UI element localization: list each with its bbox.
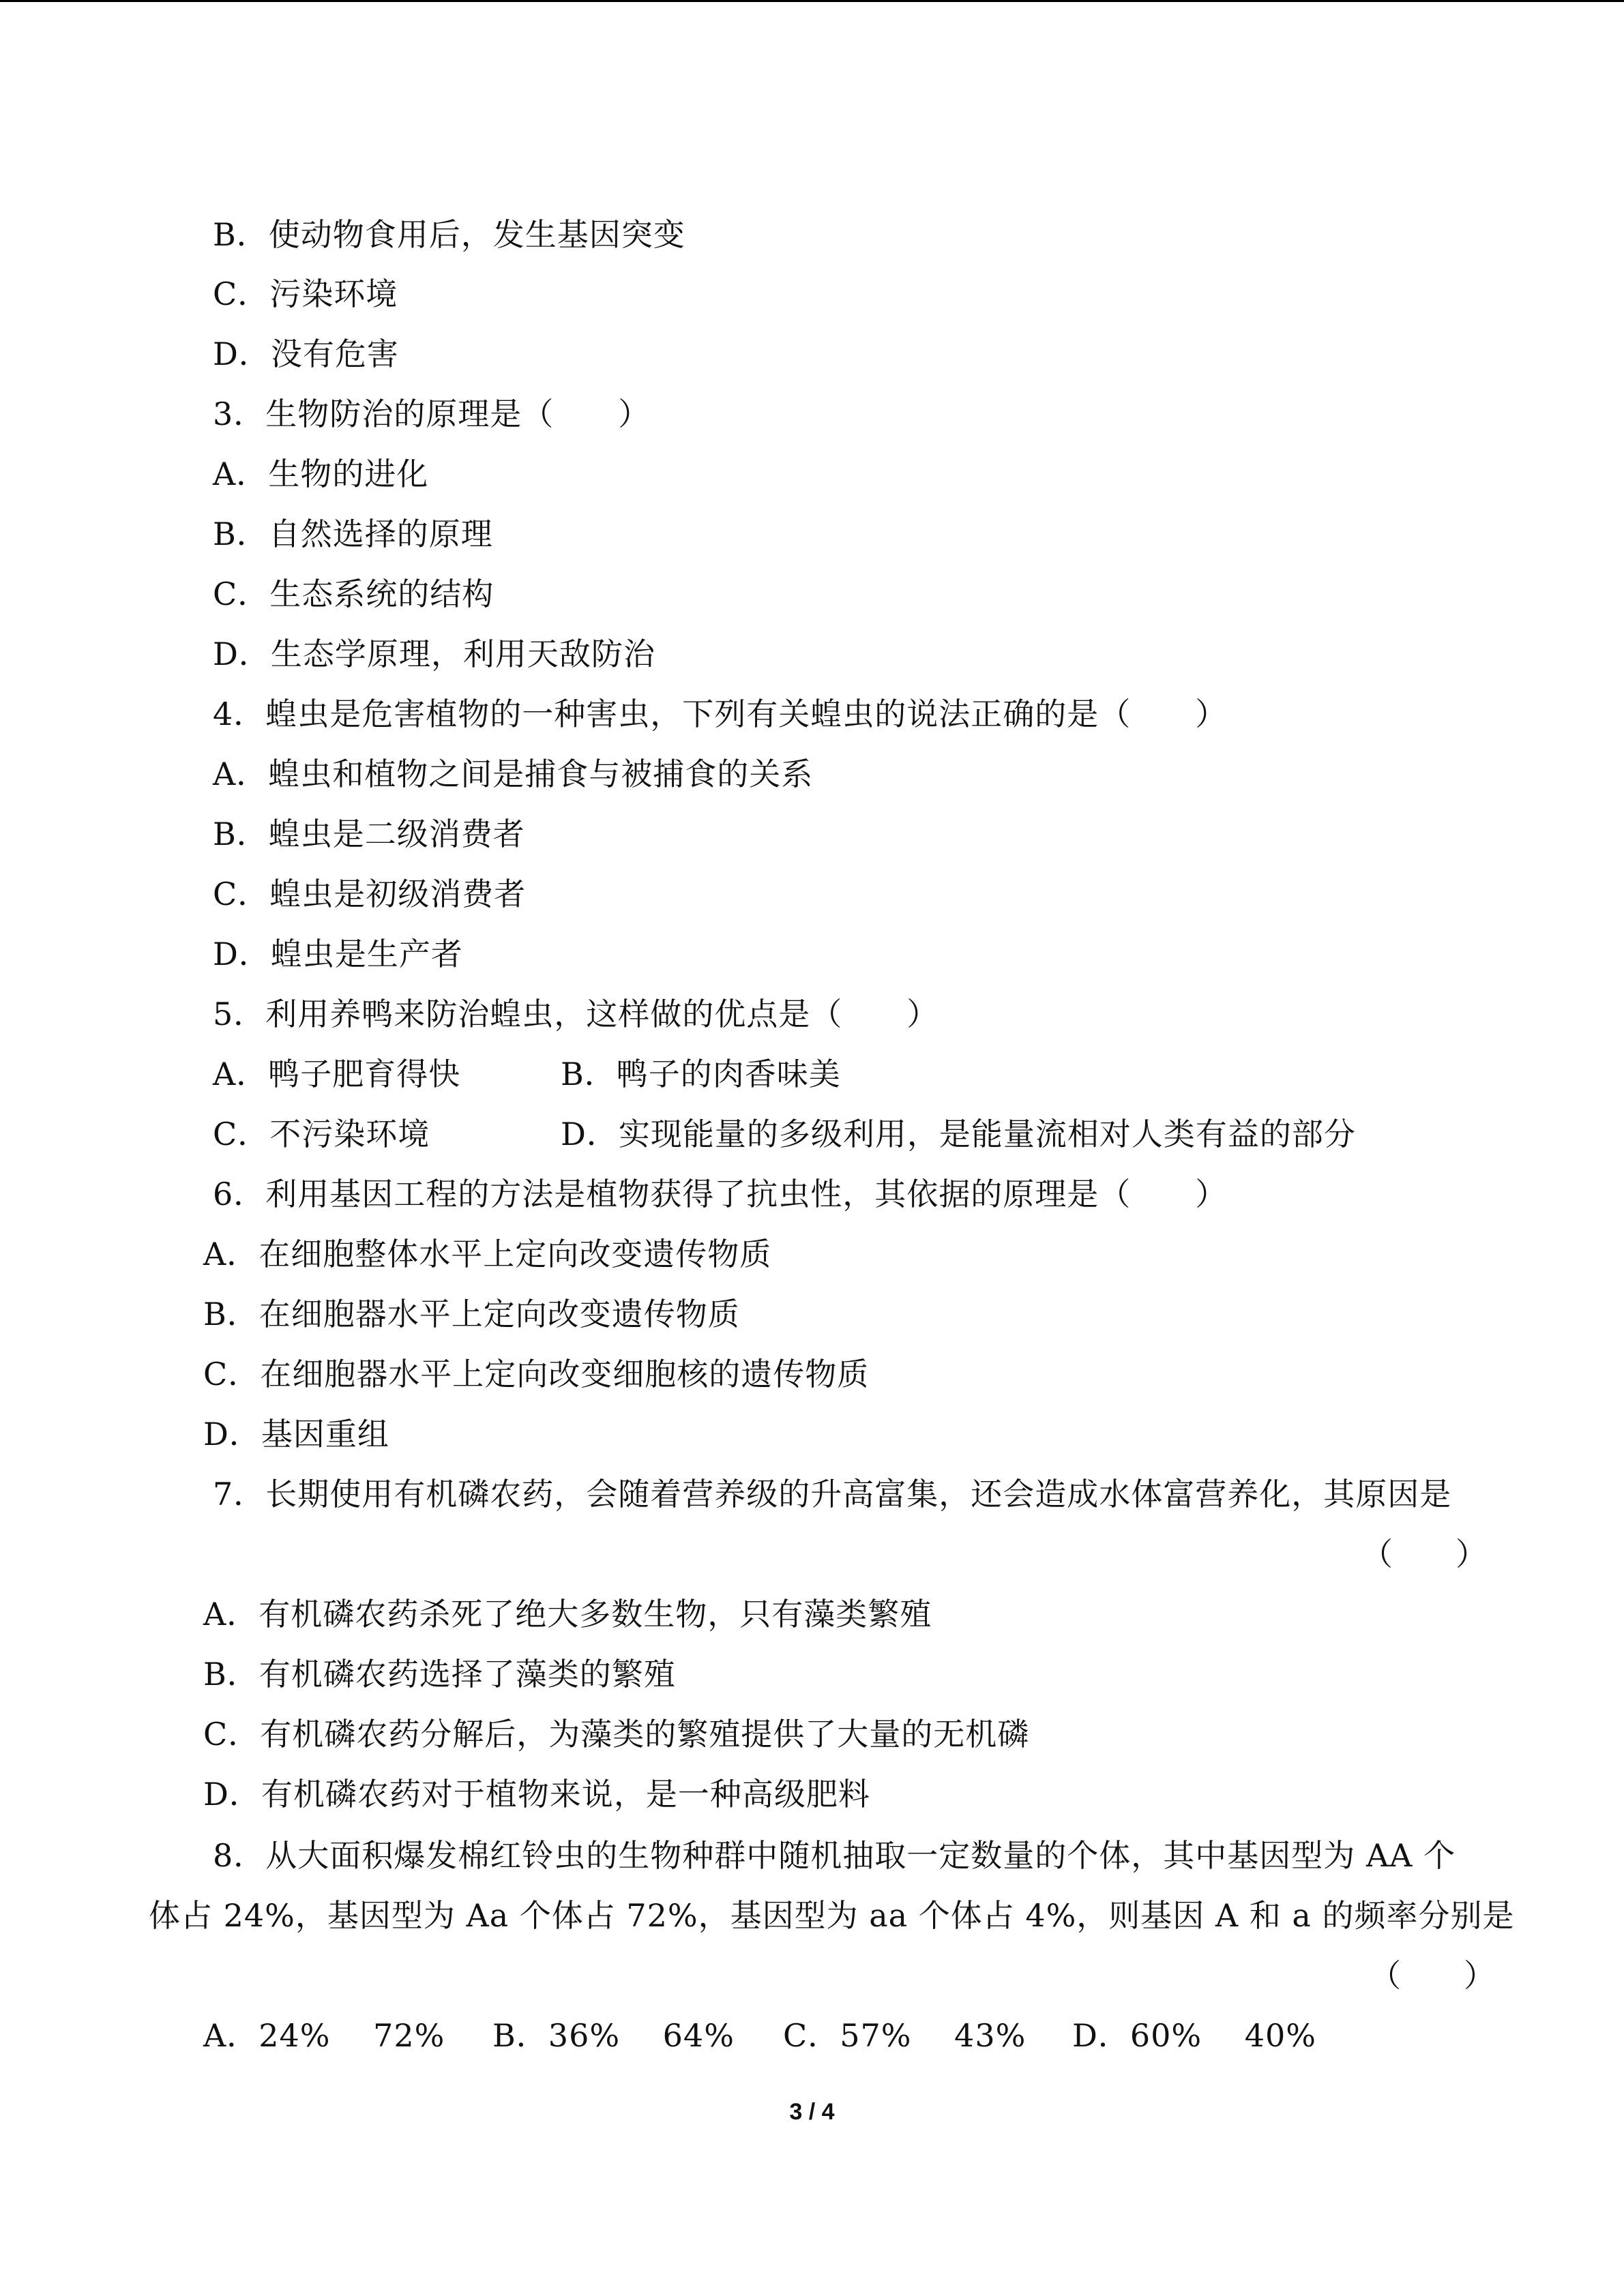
question-8-stem-line-2: 体占 24%，基因型为 Aa 个体占 72%，基因型为 aa 个体占 4%，则基因 A 和 a 的频率分别是 [149, 1897, 1515, 1934]
question-6-option-c: C．在细胞器水平上定向改变细胞核的遗传物质 [203, 1356, 870, 1392]
question-6-option-d: D．基因重组 [203, 1416, 389, 1452]
question-8-option-d: D．60% 40% [1072, 2017, 1316, 2054]
page-top-border [0, 0, 1624, 2]
question-7-option-a: A．有机磷农药杀死了绝大多数生物，只有藻类繁殖 [203, 1596, 932, 1632]
question-8-option-b: B．36% 64% [492, 2017, 735, 2054]
question-5-option-b: B．鸭子的肉香味美 [561, 1056, 841, 1092]
question-5-option-c: C．不污染环境 [213, 1116, 430, 1152]
question-5-option-a: A．鸭子肥育得快 [213, 1056, 461, 1092]
question-6-option-b: B．在细胞器水平上定向改变遗传物质 [203, 1296, 740, 1332]
question-8-option-c: C．57% 43% [783, 2017, 1027, 2054]
page-number: 3 / 4 [789, 2099, 835, 2125]
question-3-option-b: B．自然选择的原理 [213, 516, 493, 552]
question-8-stem-line-1: 8．从大面积爆发棉红铃虫的生物种群中随机抽取一定数量的个体，其中基因型为 AA 个 [213, 1837, 1456, 1874]
question-7-answer-blank: （ ） [1361, 1536, 1487, 1572]
question-2-option-b: B．使动物食用后，发生基因突变 [213, 216, 685, 253]
question-4-stem: 4．蝗虫是危害植物的一种害虫，下列有关蝗虫的说法正确的是（ ） [213, 696, 1228, 732]
question-7-option-b: B．有机磷农药选择了藻类的繁殖 [203, 1656, 676, 1693]
question-8-answer-blank: （ ） [1370, 1957, 1495, 1994]
question-4-option-a: A．蝗虫和植物之间是捕食与被捕食的关系 [213, 756, 814, 792]
question-3-option-d: D．生态学原理，利用天敌防治 [213, 636, 655, 672]
question-4-option-d: D．蝗虫是生产者 [213, 936, 463, 972]
question-3-option-c: C．生态系统的结构 [213, 576, 494, 612]
question-5-stem: 5．利用养鸭来防治蝗虫，这样做的优点是（ ） [213, 996, 939, 1032]
question-7-option-d: D．有机磷农药对于植物来说，是一种高级肥料 [203, 1776, 870, 1813]
question-7-option-c: C．有机磷农药分解后，为藻类的繁殖提供了大量的无机磷 [203, 1716, 1030, 1753]
question-8-option-a: A．24% 72% [203, 2017, 445, 2054]
question-7-stem: 7．长期使用有机磷农药，会随着营养级的升高富集，还会造成水体富营养化，其原因是 [213, 1476, 1452, 1512]
question-3-option-a: A．生物的进化 [213, 456, 429, 492]
question-6-stem: 6．利用基因工程的方法是植物获得了抗虫性，其依据的原理是（ ） [213, 1176, 1228, 1212]
question-5-option-d: D．实现能量的多级利用，是能量流相对人类有益的部分 [561, 1116, 1356, 1152]
question-2-option-c: C．污染环境 [213, 275, 398, 312]
question-2-option-d: D．没有危害 [213, 336, 399, 372]
question-4-option-c: C．蝗虫是初级消费者 [213, 876, 527, 912]
question-6-option-a: A．在细胞整体水平上定向改变遗传物质 [203, 1236, 772, 1272]
question-3-stem: 3．生物防治的原理是（ ） [213, 396, 651, 432]
question-4-option-b: B．蝗虫是二级消费者 [213, 816, 525, 852]
